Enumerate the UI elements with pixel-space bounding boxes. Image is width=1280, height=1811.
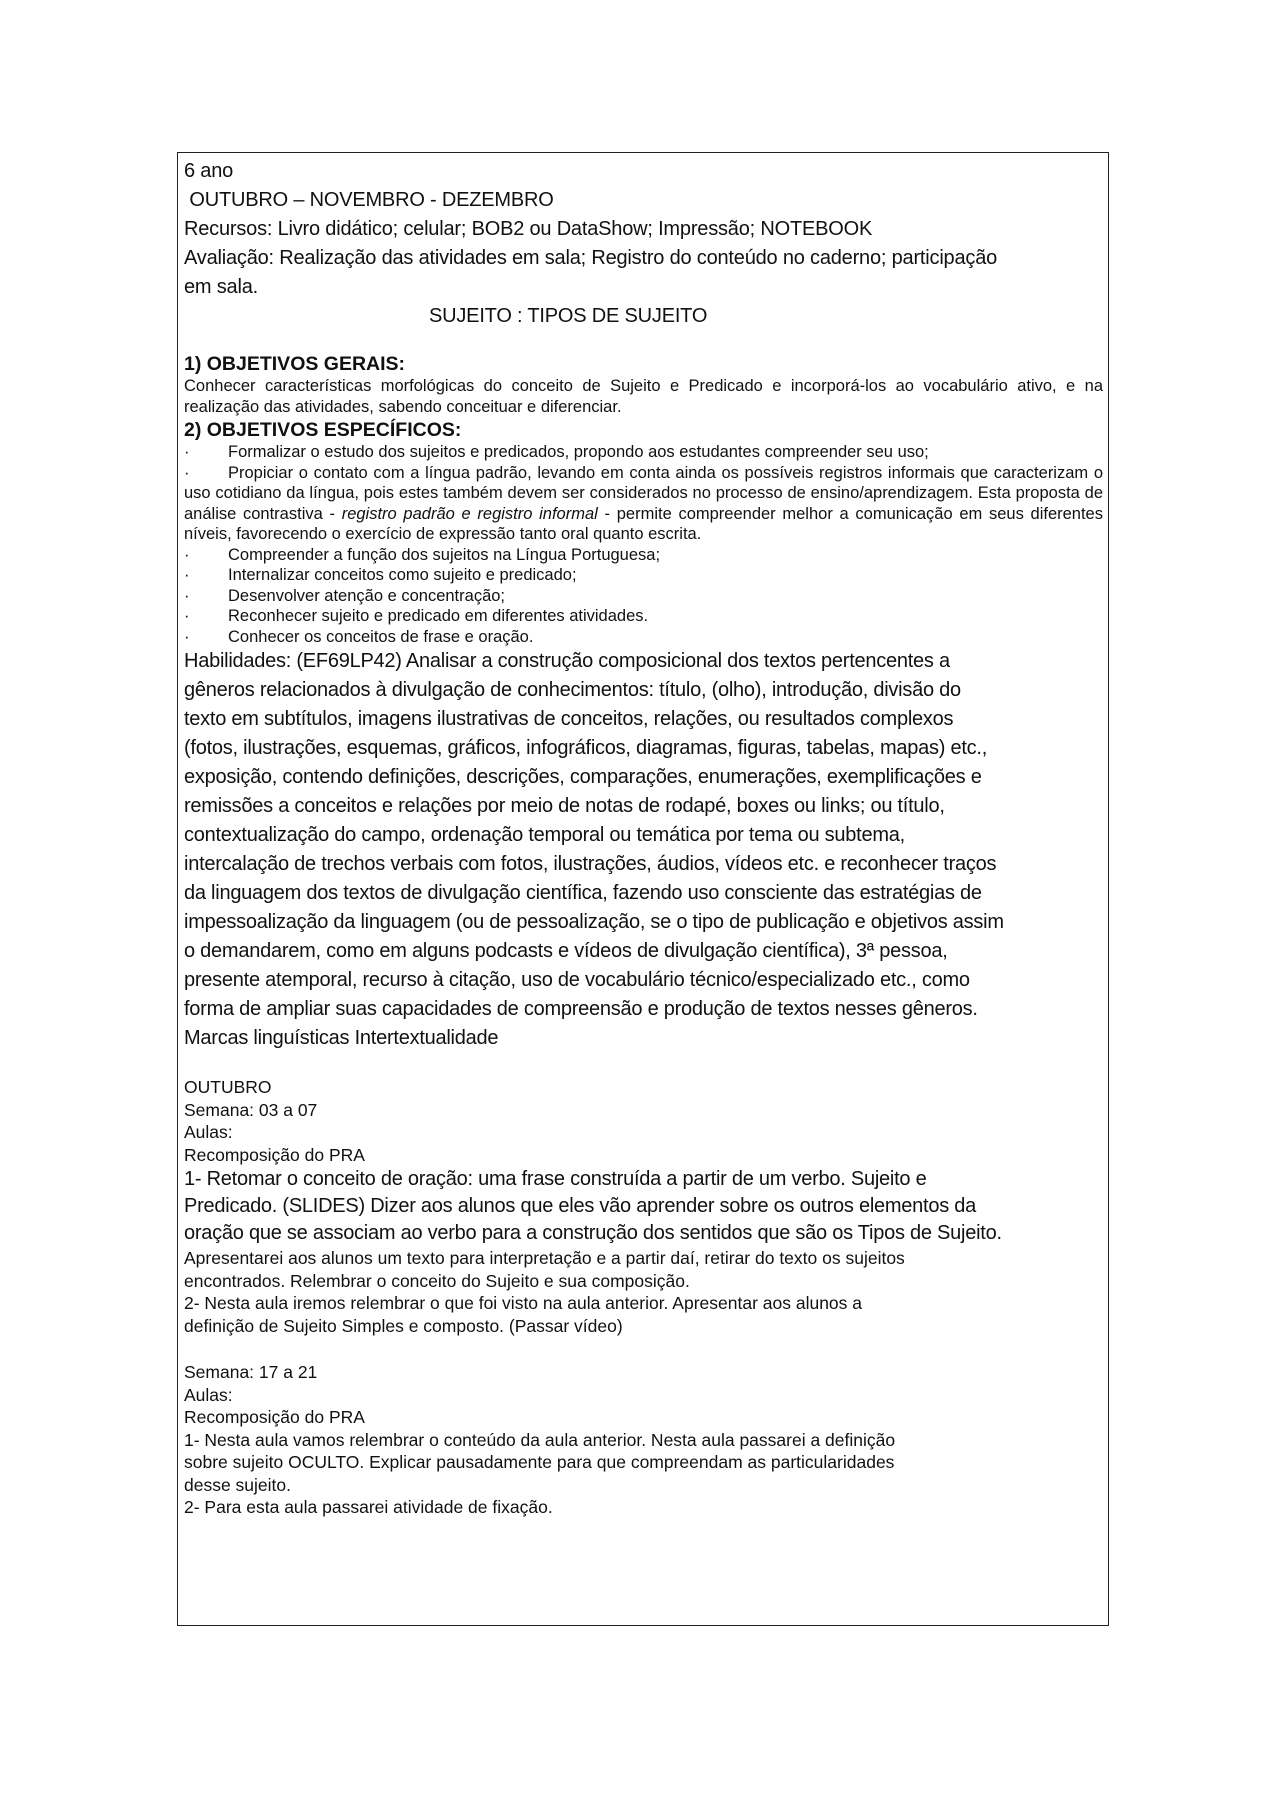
bullet-dot: · <box>184 607 190 625</box>
general-objectives-heading: 1) OBJETIVOS GERAIS: <box>184 353 406 375</box>
recomposition-label: Recomposição do PRA <box>184 1144 365 1165</box>
classes-label: Aulas: <box>184 1122 233 1142</box>
objective-text: Compreender a função dos sujeitos na Língua Portuguesa; <box>228 545 661 564</box>
skills-line: remissões a conceitos e relações por meio de notas de rodapé, boxes ou links; ou título, <box>184 795 945 817</box>
objective-item <box>184 606 1103 627</box>
month-heading: OUTUBRO <box>184 1077 272 1097</box>
objective-item <box>184 627 1103 648</box>
class-2-line: 2- Para esta aula passarei atividade de fixação. <box>184 1497 553 1517</box>
skills-block <box>184 647 1103 1053</box>
skills-line: o demandarem, como em alguns podcasts e vídeos de divulgação científica), 3ª pessoa, <box>184 940 948 962</box>
objective-item <box>184 545 1103 566</box>
bullet-dot: · <box>184 443 190 461</box>
skills-line: presente atemporal, recurso à citação, uso de vocabulário técnico/especializado etc., como <box>184 969 970 991</box>
bullet-dot: · <box>184 586 190 605</box>
objective-text: Propiciar o contato com a língua padrão, levando em conta ainda os possíveis registros informais que caracterizam o uso cotidiano da língua, pois estes também devem ser considerados no processo de ensino/aprendizagem. Esta proposta de análise contrastiva - <box>184 463 1103 523</box>
objective-text-italic: registro padrão e registro informal <box>341 504 598 523</box>
objective-text: Formalizar o estudo dos sujeitos e predicados, propondo aos estudantes compreender seu uso; <box>228 443 929 461</box>
bullet-dot: · <box>184 566 190 584</box>
objective-text: Internalizar conceitos como sujeito e predicado; <box>228 566 577 584</box>
classes-label: Aulas: <box>184 1384 233 1405</box>
lesson-plan-box <box>177 152 1109 1626</box>
class-1-line: sobre sujeito OCULTO. Explicar pausadamente para que compreendam as particularidades <box>184 1452 895 1472</box>
skills-line: (fotos, ilustrações, esquemas, gráficos, infográficos, diagramas, figuras, tabelas, mapas) etc., <box>184 737 988 759</box>
class-1-line: desse sujeito. <box>184 1474 292 1495</box>
skills-line: texto em subtítulos, imagens ilustrativas de conceitos, relações, ou resultados complexos <box>184 708 954 730</box>
class-1-line: Apresentarei aos alunos um texto para interpretação e a partir daí, retirar do texto os sujeitos <box>184 1248 905 1268</box>
bullet-dot: · <box>184 545 190 564</box>
bullet-dot: · <box>184 463 190 482</box>
objective-item <box>184 442 1103 463</box>
skills-line: Marcas linguísticas Intertextualidade <box>184 1027 499 1049</box>
skills-line: da linguagem dos textos de divulgação científica, fazendo uso consciente das estratégias de <box>184 882 982 904</box>
class-1-line: oração que se associam ao verbo para a construção dos sentidos que são os Tipos de Sujeito. <box>184 1222 1002 1244</box>
class-2-line: 2- Nesta aula iremos relembrar o que foi visto na aula anterior. Apresentar aos alunos a <box>184 1293 863 1313</box>
objective-text: Desenvolver atenção e concentração; <box>228 586 506 605</box>
objective-text: Reconhecer sujeito e predicado em diferentes atividades. <box>228 607 649 625</box>
skills-line: exposição, contendo definições, descrições, comparações, enumerações, exemplificações e <box>184 766 982 788</box>
evaluation-line-1: Avaliação: Realização das atividades em sala; Registro do conteúdo no caderno; participação <box>184 247 998 269</box>
class-1-line: 1- Retomar o conceito de oração: uma frase construída a partir de um verbo. Sujeito e <box>184 1168 927 1190</box>
general-objectives-text: Conhecer características morfológicas do conceito de Sujeito e Predicado e incorporá-los ao vocabulário ativo, e na realização das atividades, sabendo conceituar e diferenciar. <box>184 377 1103 416</box>
months-line: OUTUBRO – NOVEMBRO - DEZEMBRO <box>184 189 554 211</box>
week-label: Semana: 03 a 07 <box>184 1099 318 1120</box>
objective-item <box>184 565 1103 586</box>
specific-objectives-heading: 2) OBJETIVOS ESPECÍFICOS: <box>184 419 462 441</box>
evaluation-line-2: em sala. <box>184 276 258 298</box>
objective-item <box>184 463 1103 545</box>
class-1-line: 1- Nesta aula vamos relembrar o conteúdo da aula anterior. Nesta aula passarei a definição <box>184 1429 896 1450</box>
objective-item <box>184 586 1103 607</box>
class-1-line: Predicado. (SLIDES) Dizer aos alunos que eles vão aprender sobre os outros elementos da <box>184 1195 977 1217</box>
grade-line: 6 ano <box>184 160 234 182</box>
skills-line: gêneros relacionados à divulgação de conhecimentos: título, (olho), introdução, divisão do <box>184 679 961 701</box>
skills-line: contextualização do campo, ordenação temporal ou temática por tema ou subtema, <box>184 824 905 846</box>
bullet-dot: · <box>184 627 190 646</box>
recomposition-label: Recomposição do PRA <box>184 1407 365 1427</box>
skills-line: impessoalização da linguagem (ou de pessoalização, se o tipo de publicação e objetivos assim <box>184 911 1004 933</box>
skills-line: intercalação de trechos verbais com fotos, ilustrações, áudios, vídeos etc. e reconhecer traços <box>184 853 997 875</box>
skills-line: forma de ampliar suas capacidades de compreensão e produção de textos nesses gêneros. <box>184 998 978 1020</box>
week-label: Semana: 17 a 21 <box>184 1362 318 1382</box>
resources-line: Recursos: Livro didático; celular; BOB2 ou DataShow; Impressão; NOTEBOOK <box>184 218 873 240</box>
objective-text: Conhecer os conceitos de frase e oração. <box>228 627 534 646</box>
skills-line: Habilidades: (EF69LP42) Analisar a construção composicional dos textos pertencentes a <box>184 650 950 672</box>
topic-title: SUJEITO : TIPOS DE SUJEITO <box>429 305 708 327</box>
class-2-line: definição de Sujeito Simples e composto. (Passar vídeo) <box>184 1315 623 1336</box>
objective-text: - permite compreender melhor a comunicação em seus diferentes níveis, favorecendo o exercício de expressão tanto oral quanto escrita. <box>184 504 1103 543</box>
class-1-line: encontrados. Relembrar o conceito do Sujeito e sua composição. <box>184 1270 690 1291</box>
